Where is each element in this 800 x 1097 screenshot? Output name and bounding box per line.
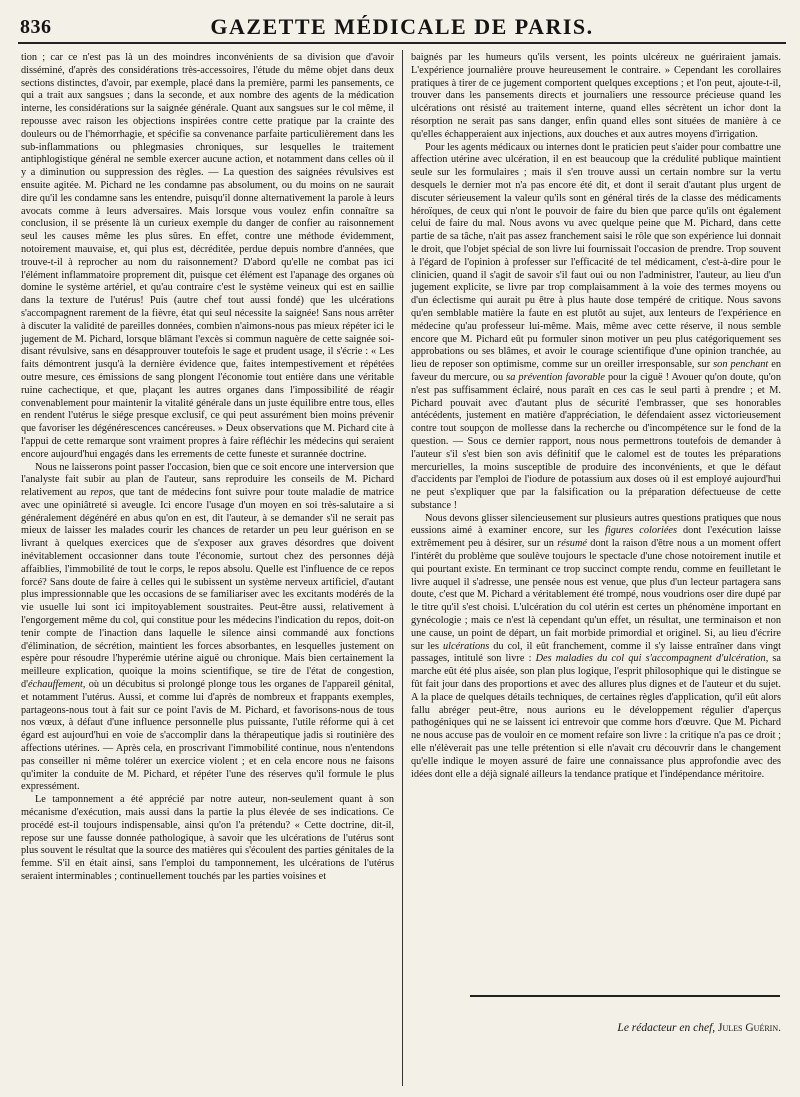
right-paragraph-3: Nous devons glisser silencieusement sur plusieurs autres questions pratiques que nous eussions aimé à examiner encore, sur les figures coloriées dont l'exécution laisse extrêmement peu à désirer, sur un résumé dont la raison d'être nous a un moment offert l'intérêt du problème que soulève toujours le spectacle d'une chose notoirement inutile et qui pourtant existe. En terminant ce trop succinct compte rendu, comme en feuilletant le livre auquel il s'adresse, une pensée nous est venue, que plus d'un lecteur partagera sans doute, c'est que M. Pichard a véritablement été trompé, nous voudrions oser dire dupé par le titre qu'il s'est choisi. L'ulcération du col utérin est certes un phénomène important en gynécologie ; mais ce n'est là cependant qu'un effet, un résultat, une terminaison et non une cause, un point de départ, un fait morbide primordial et originel. Si, au lieu d'écrire sur les ulcérations du col, il eût franchement, comme il s'y laisse entraîner dans vingt passages, intitulé son livre : Des maladies du col qui s'accompagnent d'ulcération, sa marche eût été plus aisée, son plan plus logique, l'esprit philosophique qui le distingue se fût fait jour dans des proportions et avec des allures plus dignes et de l'auteur et du sujet. A la place de quelques détails techniques, de certaines règles d'application, qu'il eût alors fallu abréger peut-être, nous aurions eu le développement régulier d'aperçus pathogéniques qui ne se laissent ici entrevoir que comme hors d'œuvre. Que M. Pichard ne nous accuse pas de vouloir en ce moment refaire son livre : la critique n'a pas ce droit ; elle n'élèverait pas une telle prétention si elle n'avait cru découvrir dans le changement qu'elle indique le moyen assuré de faire une connaissance plus approfondie avec des idées dont elle a déjà signalé ailleurs la tendance pratique et l'indépendance méritoire.	[411, 512, 782, 780]
left-paragraph-2: Nous ne laisserons point passer l'occasion, bien que ce soit encore une interversion que l'analyste fait subir au plan de l'auteur, sans reproduire les conseils de M. Pichard relativement au repos, que tant de médecins font suivre pour toute maladie de matrice avec une opiniâtreté si aveugle. Ici encore l'usage d'un moyen en soi très-salutaire a si généralement dégénéré en abus qu'on en est, dit l'auteur, à se demander s'il ne serait pas mieux de laisser les malades courir les chances de retarder un peu leur guérison en se livrant à quelques exercices que de s'exposer aux graves désordres que doivent inévitablement occasionner dans toute l'économie, surtout chez des personnes déjà affaiblies, l'immobilité de tout le corps, le repos absolu. Quelle est l'influence de ce repos forcé? Sans doute de faire à celles qui le subissent un système nerveux artificiel, d'autant plus impressionnable que les occasions de se familiariser avec les excitants modérés de la vie usuelle lui sont ici impitoyablement soustraites. Peut-être aussi, relativement à l'engorgement même du col, qui constitue pour les médecins l'indication du repos, doit-on tenir compte de l'inaction dans laquelle le silence ainsi commandé aux fonctions d'élimination, de sécrétion, maintient les forces absorbantes, en lesquelles justement on espère pour résoudre l'hyperémie utérine aiguë ou chronique. Mais bien certainement la meilleure explication, quoique la moins scientifique, se tire de l'état de congestion, d'échauffement, où un décubitus si prolongé plonge tous les organes de l'appareil génital, et notamment l'utérus. Aussi, et comme lui d'après de nombreux et frappants exemples, partageons-nous tout à fait sur ce point l'avis de M. Pichard, et favorisons-nous de tous nos vœux, à défaut d'une influence personnelle plus puissante, l'utile réforme qui à cet égard est aujourd'hui en voie de s'accomplir dans la thérapeutique jadis si routinière des affections utérines. — Après cela, en proscrivant l'immobilité continue, nous n'entendons pas conseiller ni même tolérer un exercice violent ; et en cela encore nous ne faisons qu'imiter la conduite de M. Pichard, et répéter l'une des réserves qu'il formule le plus expressément.	[21, 461, 394, 793]
page-number: 836	[20, 16, 52, 38]
journal-title: GAZETTE MÉDICALE DE PARIS.	[210, 14, 594, 39]
left-column	[21, 52, 394, 884]
signature-label: Le rédacteur en chef,	[617, 1022, 716, 1034]
right-column	[411, 52, 781, 781]
right-paragraph-2: Pour les agents médicaux ou internes dont le praticien peut s'aider pour combattre une affection utérine avec ulcération, il en est beaucoup que la crédulité publique maintient seule sur les formulaires ; mais il s'en trouve aussi un certain nombre sur la vertu desquels le dernier mot n'a pas encore été dit, et dont il serait d'autant plus urgent de discuter sérieusement la valeur qu'ils sont en général tirés de la classe des médicaments héroïques, de ceux qui n'ont le pouvoir de faire du bien que parce qu'ils ont également celui de faire du mal. Nous avons vu avec quelque peine que M. Pichard, dans cette partie de sa tâche, n'ait pas assez franchement saisi le rôle que son expérience lui donnait le droit, que l'objet spécial de son livre lui fournissait l'occasion de prendre. Trop souvent à l'égard de l'opinion à professer sur l'efficacité de tel médicament, c'est-à-dire pour le clinicien, quand il s'agit de savoir s'il faut oui ou non l'administrer, l'auteur, au lieu d'un jugement explicite, se livre par trop complaisamment à la voie des termes moyens ou d'un éclectisme qui aurait pu être à plus haute dose tempéré de critique. Nous savons qu'en semblable matière la faute en est plutôt au sujet, aux lenteurs de l'expérience en médecine qu'au professeur lui-même. Mais, même avec cette réserve, il nous semble encore que M. Pichard eût pu formuler sinon motiver un peu plus catégoriquement ses approbations ou ses blâmes, et avoir le courage scientifique d'une opinion tranchée, au lieu de reposer son optimisme, comme sur un oreiller irresponsable, sur son penchant en faveur du mercure, ou sa prévention favorable pour la ciguë ! Avouer qu'on doute, qu'on n'est pas suffisamment éclairé, nous paraît en ces cas le seul parti à prendre ; et M. Pichard pouvait avec d'autant plus de sécurité l'embrasser, que ses honorables antécédents, justement en matière d'appréciation, le défendaient assez victorieusement contre tout soupçon de mollesse dans la recherche ou d'incompétence sur le fond de la question. — Sous ce dernier rapport, nous nous permettrons toutefois de demander à l'auteur s'il s'est bien son avis définitif que le calomel est de toutes les préparations mercurielles, la moins susceptible de produire des inconvénients, et que le défaut d'accidents par l'emploi de l'iodure de potassium aux doses où il est employé aujourd'hui ne peut s'expliquer que par la falsification ou la préparation défectueuse de cette substance !	[411, 141, 782, 511]
column-divider	[402, 50, 403, 1086]
left-paragraph-1: tion ; car ce n'est pas là un des moindres inconvénients de sa division que d'avoir disséminé, d'après des considérations très-accessoires, l'étude du même objet dans deux sections distinctes, d'avoir, par exemple, placé dans la première, parmi les pansements, ce qui a trait aux sangsues ; dans la seconde, et aux nombre des agents de la médication interne, les considérations sur la saignée générale. Quant aux sangsues sur le col même, il repousse avec raison les objections inspirées contre cette pratique par la crainte des douleurs ou de l'hémorrhagie, et spécifie sa convenance parfaite particulièrement dans les sub-inflammations ou phlegmasies chroniques, sur lesquelles le traitement antiphlogistique général ne semble exercer aucune action, et notamment dans celles où il y a diminution ou suppression des règles. — La question des saignées révulsives est ensuite agitée. M. Pichard ne les condamne pas absolument, ou du moins on ne saurait dire qu'il les condamne sans les entendre, puisqu'il donne alternativement la parole à leurs avocats comme à leurs adversaires. Mais lorsque vous voulez enfin connaître sa conclusion, il se présente là un curieux exemple du danger de confier au raisonnement seul les causes même les plus sûres. En effet, contre une méthode évidemment, notoirement mauvaise, et, qui plus est, décréditée, perdue depuis nombre d'années, que trouve-t-il à reprocher au nom du raisonnement? D'abord qu'elle ne combat pas ici l'élément inflammatoire proprement dit, puisque cet élément est l'apanage des organes où domine le système artériel, et qu'au contraire c'est le système veineux qui est en saillie dans la texture de l'utérus! Puis (autre chef tout aussi fondé) que les ulcérations s'accompagnent rarement de la fièvre, état qui seul nécessite la saignée! Sans nous arrêter à discuter la validité de pareilles données, combien n'aimons-nous pas mieux répéter ici le jugement de M. Pichard, lorsque blâmant l'excès si commun naguère de cette saignée soi-disant révulsive, sans en désapprouver toutefois le sage et prudent usage, il s'écrie : « Les faits démontrent jusqu'à la dernière évidence que, faites intempestivement et répétées outre mesure, ces émissions de sang plongent l'économie tout entière dans une véritable ruine cachectique, et que, plaçant les autres organes dans l'impossibilité de réagir convenablement pour maintenir la vitalité générale dans un juste équilibre entre tous, elles en rendent l'utérus le siége presque exclusif, ce qui peut assurément bien moins prévenir que favoriser les dégénérescences cancéreuses. » Deux observations que M. Pichard cite à l'appui de cette remarque sont vraiment propres à faire réfléchir les médecins qui seraient encore aujourd'hui engagés dans les errements de cette funeste et surannée doctrine.	[21, 52, 394, 460]
signature-name: Jules Guérin.	[718, 1022, 781, 1034]
right-paragraph-1: baignés par les humeurs qu'ils versent, les points ulcéreux ne guériraient jamais. L'expérience journalière prouve heureusement le contraire. » Cependant les corollaires pratiques à tirer de ce jugement comportent quelques exceptions ; et l'on peut, ajoute-t-il, trouver dans les pansements directs et journaliers une ressource précieuse quand les ulcérations ont résisté au traitement interne, quand elles sécrètent un ichor dont la résorption ne serait pas sans danger, enfin quand elles sont situées de manière à ce qu'elles échapperaient aux injections, aux douches et aux autres moyens d'irrigation.	[411, 52, 781, 140]
page-header	[18, 14, 786, 44]
left-paragraph-3: Le tamponnement a été apprécié par notre auteur, non-seulement quant à son mécanisme d'exécution, mais aussi dans la partie la plus élevée de ses indications. Ce procédé est-il toujours indispensable, ainsi qu'on l'a prétendu? « Cette doctrine, dit-il, repose sur une fausse donnée pathologique, à savoir que les ulcérations de l'utérus sont plus souvent le résultat que la source des matières qui s'écoulent des parties génitales de la femme. S'il en était ainsi, sans l'emploi du tamponnement, les ulcérations de l'utérus seraient interminables ; continuellement touchés par les parties voisines et	[21, 794, 394, 882]
editor-signature	[411, 1022, 781, 1034]
signature-divider	[470, 995, 780, 997]
